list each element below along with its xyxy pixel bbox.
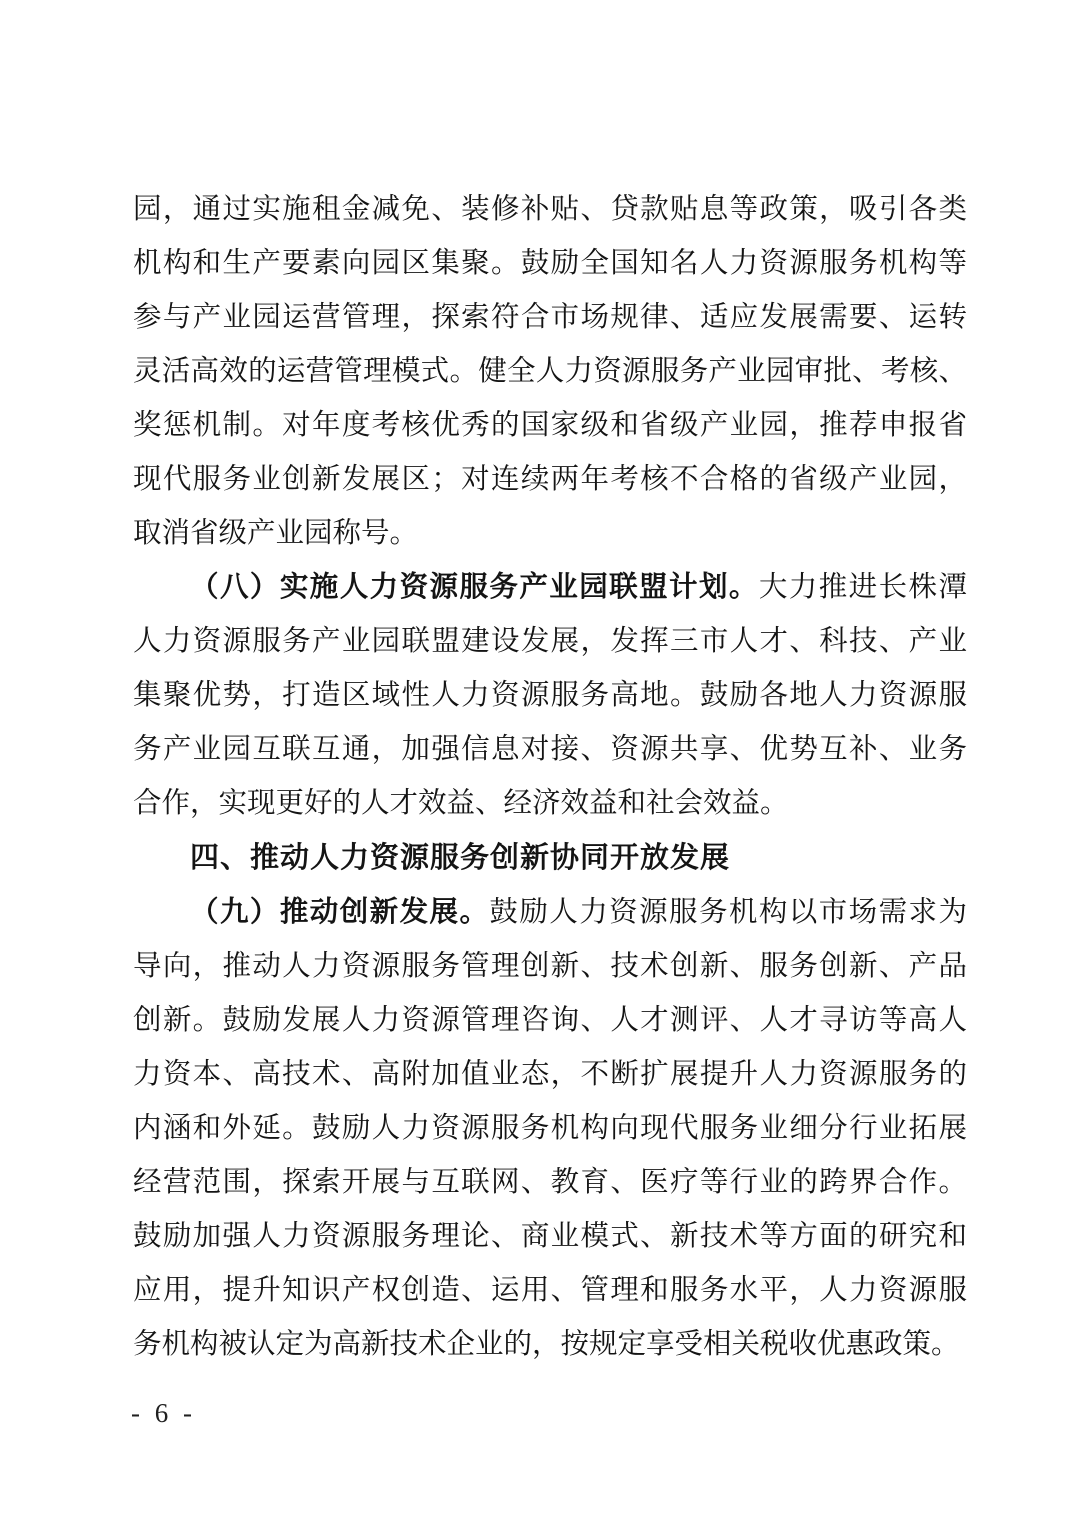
body-text: 参与产业园运营管理，探索符合市场规律、适应发展需要、运转 <box>133 302 967 333</box>
body-text: 取消省级产业园称号。 <box>133 518 419 549</box>
body-text: 大力推进长株潭 <box>758 572 967 603</box>
text-line <box>133 886 967 940</box>
text-line <box>133 1156 967 1210</box>
body-text: 力资本、高技术、高附加值业态，不断扩展提升人力资源服务的 <box>133 1059 967 1090</box>
text-line <box>133 291 967 345</box>
body-text: 应用，提升知识产权创造、运用、管理和服务水平，人力资源服 <box>133 1275 967 1306</box>
text-line <box>133 237 967 291</box>
text-line <box>133 615 967 669</box>
text-line <box>133 723 967 777</box>
text-line <box>133 1048 967 1102</box>
body-text: 经营范围，探索开展与互联网、教育、医疗等行业的跨界合作。 <box>133 1167 967 1198</box>
text-line <box>133 669 967 723</box>
page-number: - 6 - <box>131 1398 196 1428</box>
body-text: 机构和生产要素向园区集聚。鼓励全国知名人力资源服务机构等 <box>133 248 967 279</box>
text-line <box>133 345 967 399</box>
text-line <box>133 940 967 994</box>
body-text: 创新。鼓励发展人力资源管理咨询、人才测评、人才寻访等高人 <box>133 1005 967 1036</box>
heading-text: 四、推动人力资源服务创新协同开放发展 <box>190 842 731 874</box>
text-line <box>133 1210 967 1264</box>
body-text: 鼓励人力资源服务机构以市场需求为 <box>489 897 967 928</box>
body-text: 合作，实现更好的人才效益、经济效益和社会效益。 <box>133 788 789 819</box>
body-text: 务机构被认定为高新技术企业的，按规定享受相关税收优惠政策。 <box>133 1329 960 1360</box>
body-text: 园，通过实施租金减免、装修补贴、贷款贴息等政策，吸引各类 <box>133 194 967 225</box>
paragraph-lead-text: （九）推动创新发展。 <box>190 897 490 928</box>
text-line <box>133 1264 967 1318</box>
text-line <box>133 994 967 1048</box>
text-line <box>133 1318 967 1372</box>
body-text: 集聚优势，打造区域性人力资源服务高地。鼓励各地人力资源服 <box>133 680 967 711</box>
body-text: 灵活高效的运营管理模式。健全人力资源服务产业园审批、考核、 <box>133 356 967 387</box>
text-line <box>133 561 967 615</box>
body-text: 现代服务业创新发展区；对连续两年考核不合格的省级产业园， <box>133 464 967 495</box>
section-heading <box>133 831 967 886</box>
paragraph-lead-text: （八）实施人力资源服务产业园联盟计划。 <box>190 572 759 603</box>
body-text: 奖惩机制。对年度考核优秀的国家级和省级产业园，推荐申报省 <box>133 410 967 441</box>
document-body <box>133 183 967 1372</box>
text-line <box>133 453 967 507</box>
text-line <box>133 1102 967 1156</box>
text-line <box>133 183 967 237</box>
body-text: 鼓励加强人力资源服务理论、商业模式、新技术等方面的研究和 <box>133 1221 967 1252</box>
body-text: 导向，推动人力资源服务管理创新、技术创新、服务创新、产品 <box>133 951 967 982</box>
text-line <box>133 777 967 831</box>
body-text: 人力资源服务产业园联盟建设发展，发挥三市人才、科技、产业 <box>133 626 967 657</box>
body-text: 务产业园互联互通，加强信息对接、资源共享、优势互补、业务 <box>133 734 967 765</box>
text-line <box>133 399 967 453</box>
text-line <box>133 507 967 561</box>
body-text: 内涵和外延。鼓励人力资源服务机构向现代服务业细分行业拓展 <box>133 1113 967 1144</box>
